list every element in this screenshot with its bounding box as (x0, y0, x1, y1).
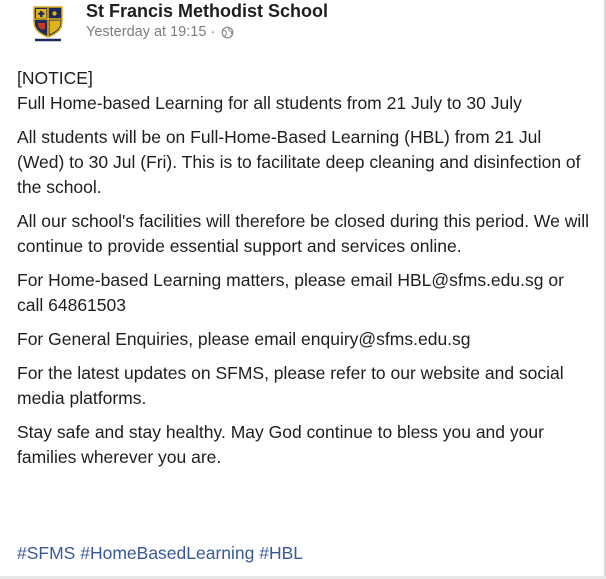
post-timestamp[interactable]: Yesterday at 19:15 (86, 24, 207, 40)
paragraph-latest-updates: For the latest updates on SFMS, please refer to our website and social media platforms. (17, 363, 564, 408)
notice-tag: [NOTICE] (17, 68, 93, 88)
globe-icon[interactable] (221, 26, 234, 39)
paragraph-hbl-contact: For Home-based Learning matters, please email HBL@sfms.edu.sg or call 64861503 (17, 270, 564, 315)
crest-icon (30, 4, 66, 44)
paragraph-blessing: Stay safe and stay healthy. May God continue to bless you and your families wherever you are. (17, 422, 544, 467)
hashtag-hbl[interactable]: #HBL (259, 543, 304, 563)
paragraph-hbl-dates: All students will be on Full-Home-Based Learning (HBL) from 21 Jul (Wed) to 30 Jul (Fri). This is to facilitate deep cleaning and disinfection of the school. (17, 127, 581, 197)
post-headline: Full Home-based Learning for all students from 21 July to 30 July (17, 93, 522, 113)
hashtag-row (17, 541, 303, 566)
hashtag-homebasedlearning[interactable]: #HomeBasedLearning (80, 543, 255, 563)
hashtag-sfms[interactable]: #SFMS (17, 543, 76, 563)
post-header (0, 0, 606, 50)
school-crest-avatar[interactable] (30, 4, 66, 44)
paragraph-general-enquiries: For General Enquiries, please email enquiry@sfms.edu.sg (17, 329, 471, 349)
post-body (17, 66, 592, 479)
meta-separator: · (210, 24, 216, 40)
paragraph-facilities-closed: All our school's facilities will therefore be closed during this period. We will continue to provide essential support and services online. (17, 211, 590, 256)
post-meta (86, 24, 234, 40)
page-name-link[interactable]: St Francis Methodist School (86, 1, 329, 21)
